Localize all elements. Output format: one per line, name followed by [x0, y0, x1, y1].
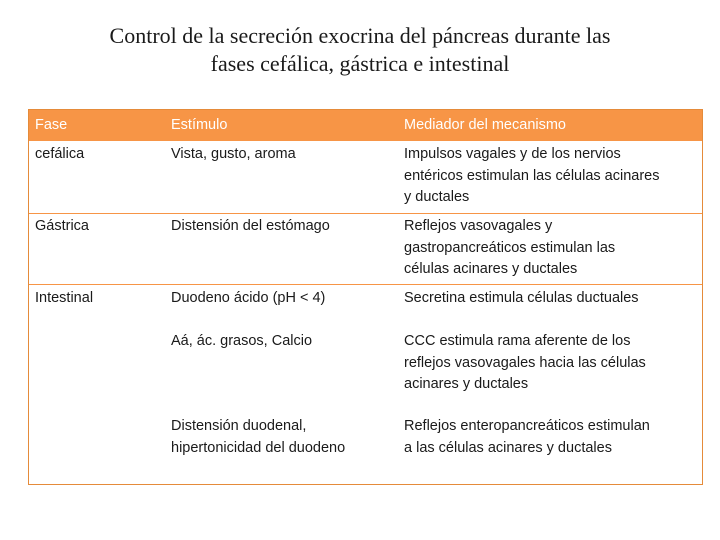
header-estimulo: Estímulo	[171, 117, 228, 133]
header-fase: Fase	[35, 117, 68, 133]
slide-title	[40, 22, 680, 78]
cell-estimulo: Duodeno ácido (pH < 4)	[171, 290, 326, 306]
cell-mediador-line: entéricos estimulan las células acinares	[404, 167, 660, 184]
cell-mediador-line: acinares y ductales	[404, 376, 529, 392]
cell-estimulo: Distensión del estómago	[171, 218, 330, 234]
cell-mediador	[404, 216, 615, 281]
cell-mediador-line: y ductales	[404, 189, 470, 205]
cell-mediador-line: Impulsos vagales y de los nervios	[404, 146, 621, 162]
cell-fase: cefálica	[35, 146, 85, 162]
pancreas-secretion-table	[28, 109, 703, 485]
cell-estimulo	[171, 416, 345, 459]
cell-mediador-line: células acinares y ductales	[404, 261, 578, 277]
cell-fase: Gástrica	[35, 218, 89, 234]
cell-mediador	[404, 331, 646, 396]
cell-mediador-line: a las células acinares y ductales	[404, 439, 612, 456]
title-line-2: fases cefálica, gástrica e intestinal	[210, 51, 510, 76]
cell-mediador	[404, 416, 650, 459]
cell-mediador-line: CCC estimula rama aferente de los	[404, 333, 631, 349]
row-divider	[29, 213, 702, 214]
cell-mediador-line: gastropancreáticos estimulan las	[404, 239, 616, 256]
cell-mediador-line: reflejos vasovagales hacia las células	[404, 354, 646, 371]
cell-estimulo: Vista, gusto, aroma	[171, 146, 296, 162]
title-line-1: Control de la secreción exocrina del páncreas durante las	[109, 23, 611, 48]
table-header-row	[29, 110, 702, 141]
cell-estimulo-line: hipertonicidad del duodeno	[171, 439, 346, 456]
cell-estimulo-line: Distensión duodenal,	[171, 418, 307, 434]
header-mediador: Mediador del mecanismo	[404, 117, 566, 133]
cell-mediador	[404, 288, 639, 310]
row-divider	[29, 284, 702, 285]
cell-mediador	[404, 144, 660, 209]
cell-mediador-line: Secretina estimula células ductuales	[404, 290, 639, 306]
cell-estimulo: Aá, ác. grasos, Calcio	[171, 333, 313, 349]
cell-mediador-line: Reflejos vasovagales y	[404, 218, 553, 234]
cell-fase: Intestinal	[35, 290, 94, 306]
cell-mediador-line: Reflejos enteropancreáticos estimulan	[404, 418, 650, 434]
